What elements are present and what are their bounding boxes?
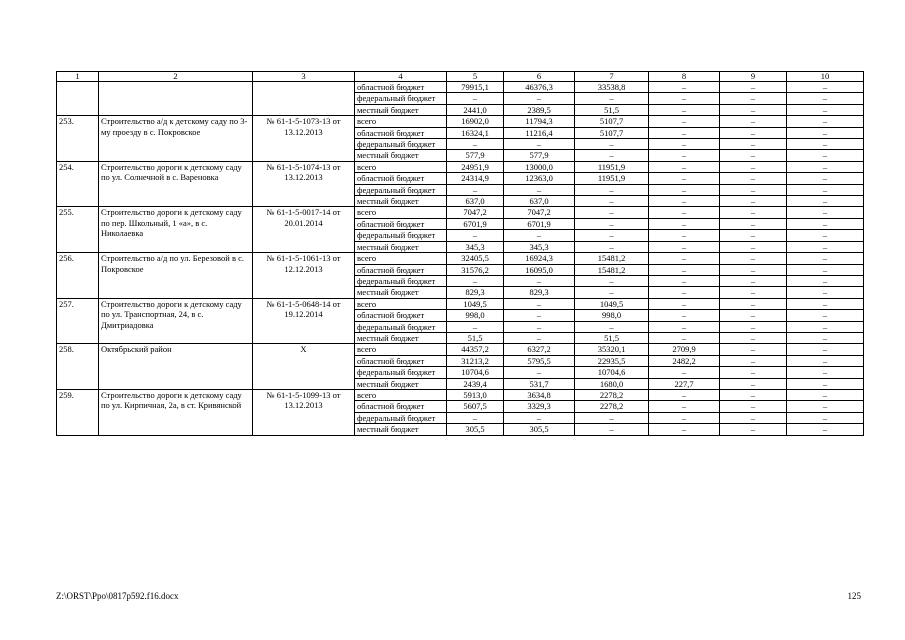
value-cell: 5607,5 [447,401,504,412]
value-cell: – [504,298,575,309]
value-cell: 15481,2 [575,264,649,275]
row-number: 256. [57,253,99,299]
value-cell: – [720,230,787,241]
value-cell: 35320,1 [575,344,649,355]
value-cell: – [447,93,504,104]
header-cell: 5 [447,72,504,82]
header-cell: 3 [253,72,355,82]
value-cell: – [575,287,649,298]
object-name: Строительство дороги к детскому саду по ул. Транспортная, 24, в с. Дмитриадовка [99,298,253,344]
value-cell: 11951,9 [575,173,649,184]
value-cell: 829,3 [447,287,504,298]
value-cell: – [787,196,864,207]
budget-source-label: местный бюджет [355,424,447,435]
budget-source-label: местный бюджет [355,104,447,115]
value-cell: – [649,253,720,264]
value-cell: 2439,4 [447,378,504,389]
budget-source-label: областной бюджет [355,355,447,366]
value-cell: – [720,298,787,309]
value-cell: – [720,367,787,378]
value-cell: 1049,5 [447,298,504,309]
budget-source-label: всего [355,344,447,355]
object-name-cell [99,82,253,116]
value-cell: – [575,424,649,435]
value-cell: – [787,321,864,332]
value-cell: 24314,9 [447,173,504,184]
value-cell: – [787,389,864,400]
object-name: Октябрьский район [99,344,253,390]
value-cell: – [787,310,864,321]
value-cell: 2482,2 [649,355,720,366]
value-cell: – [720,355,787,366]
budget-source-label: областной бюджет [355,401,447,412]
value-cell: – [787,127,864,138]
value-cell: – [575,230,649,241]
value-cell: – [649,161,720,172]
value-cell: – [720,196,787,207]
document-ref: Х [253,344,355,390]
value-cell: – [720,401,787,412]
value-cell: – [787,207,864,218]
value-cell: – [787,150,864,161]
value-cell: – [720,93,787,104]
header-row [57,72,864,82]
header-cell: 9 [720,72,787,82]
value-cell: – [787,298,864,309]
value-cell: 2441,0 [447,104,504,115]
value-cell: – [720,207,787,218]
value-cell: – [504,321,575,332]
value-cell: – [575,275,649,286]
value-cell: 998,0 [575,310,649,321]
value-cell: – [720,139,787,150]
value-cell: – [447,321,504,332]
value-cell: – [720,275,787,286]
value-cell: – [649,412,720,423]
value-cell: 637,0 [504,196,575,207]
budget-source-label: областной бюджет [355,82,447,93]
value-cell: – [720,253,787,264]
budget-source-label: областной бюджет [355,310,447,321]
value-cell: – [447,184,504,195]
value-cell: – [720,127,787,138]
header-cell: 1 [57,72,99,82]
value-cell: – [649,218,720,229]
value-cell: 6327,2 [504,344,575,355]
value-cell: – [787,139,864,150]
value-cell: 46376,3 [504,82,575,93]
value-cell: 32405,5 [447,253,504,264]
value-cell: – [787,378,864,389]
value-cell: 829,3 [504,287,575,298]
value-cell: – [649,104,720,115]
value-cell: 577,9 [504,150,575,161]
value-cell: – [720,116,787,127]
value-cell: – [575,184,649,195]
value-cell: – [787,287,864,298]
value-cell: – [720,150,787,161]
value-cell: – [787,332,864,343]
value-cell: – [720,424,787,435]
value-cell: – [504,184,575,195]
value-cell: 16902,0 [447,116,504,127]
budget-source-label: всего [355,389,447,400]
document-ref: № 61-1-5-1061-13 от 12.12.2013 [253,253,355,299]
value-cell: 11216,4 [504,127,575,138]
value-cell: – [575,218,649,229]
budget-source-label: всего [355,161,447,172]
value-cell: 3329,3 [504,401,575,412]
row-number: 259. [57,389,99,435]
value-cell: 2389,5 [504,104,575,115]
value-cell: 33538,8 [575,82,649,93]
value-cell: 2278,2 [575,401,649,412]
header-cell: 10 [787,72,864,82]
value-cell: 227,7 [649,378,720,389]
value-cell: 51,5 [575,104,649,115]
value-cell: – [575,412,649,423]
document-ref: № 61-1-5-1099-13 от 13.12.2013 [253,389,355,435]
table-row [57,82,864,93]
object-name: Строительство дороги к детскому саду по ул. Солнечной в с. Вареновка [99,161,253,207]
row-number: 254. [57,161,99,207]
value-cell: – [787,93,864,104]
value-cell: 1680,0 [575,378,649,389]
value-cell: – [504,412,575,423]
header-cell: 7 [575,72,649,82]
object-name: Строительство а/д по ул. Березовой в с. Покровское [99,253,253,299]
value-cell: – [504,310,575,321]
value-cell: 3634,8 [504,389,575,400]
budget-source-label: местный бюджет [355,332,447,343]
value-cell: – [787,116,864,127]
value-cell: 51,5 [575,332,649,343]
value-cell: – [504,139,575,150]
value-cell: – [649,93,720,104]
value-cell: 10704,6 [575,367,649,378]
value-cell: – [447,139,504,150]
value-cell: 7047,2 [447,207,504,218]
value-cell: – [649,207,720,218]
object-name: Строительство а/д к детскому саду по 3-му проезду в с. Покровское [99,116,253,162]
value-cell: 16924,3 [504,253,575,264]
budget-source-label: областной бюджет [355,173,447,184]
table-row [57,298,864,309]
value-cell: – [787,264,864,275]
value-cell: – [504,93,575,104]
table-row [57,161,864,172]
budget-source-label: всего [355,207,447,218]
value-cell: 15481,2 [575,253,649,264]
value-cell: – [720,218,787,229]
budget-source-label: федеральный бюджет [355,275,447,286]
value-cell: – [649,139,720,150]
value-cell: – [649,298,720,309]
budget-source-label: всего [355,253,447,264]
budget-source-label: федеральный бюджет [355,93,447,104]
value-cell: – [649,184,720,195]
value-cell: – [649,321,720,332]
value-cell: – [720,287,787,298]
value-cell: – [787,82,864,93]
value-cell: 24951,9 [447,161,504,172]
document-ref: № 61-1-5-1074-13 от 13.12.2013 [253,161,355,207]
value-cell: – [720,389,787,400]
budget-source-label: местный бюджет [355,241,447,252]
value-cell: – [720,104,787,115]
header-cell: 4 [355,72,447,82]
value-cell: – [649,127,720,138]
value-cell: – [787,218,864,229]
value-cell: – [649,264,720,275]
value-cell: 44357,2 [447,344,504,355]
value-cell: 16095,0 [504,264,575,275]
value-cell: – [787,161,864,172]
row-number: 253. [57,116,99,162]
value-cell: – [575,93,649,104]
value-cell: – [504,367,575,378]
value-cell: – [649,241,720,252]
value-cell: – [787,230,864,241]
value-cell: – [575,196,649,207]
value-cell: – [649,310,720,321]
file-path: Z:\ORST\Ppo\0817p592.f16.docx [56,591,179,601]
num-cell [57,82,99,116]
budget-source-label: федеральный бюджет [355,184,447,195]
value-cell: – [787,424,864,435]
value-cell: 531,7 [504,378,575,389]
row-number: 255. [57,207,99,253]
header-cell: 8 [649,72,720,82]
budget-source-label: всего [355,116,447,127]
value-cell: 6701,9 [504,218,575,229]
value-cell: – [720,332,787,343]
value-cell: 51,5 [447,332,504,343]
value-cell: 305,5 [447,424,504,435]
value-cell: – [649,287,720,298]
value-cell: 305,5 [504,424,575,435]
value-cell: – [720,321,787,332]
value-cell: – [787,173,864,184]
value-cell: 12363,0 [504,173,575,184]
budget-source-label: областной бюджет [355,264,447,275]
value-cell: – [649,173,720,184]
table-row [57,389,864,400]
value-cell: – [720,161,787,172]
document-ref: № 61-1-5-1073-13 от 13.12.2013 [253,116,355,162]
budget-source-label: местный бюджет [355,150,447,161]
budget-source-label: местный бюджет [355,287,447,298]
budget-source-label: федеральный бюджет [355,139,447,150]
value-cell: – [787,412,864,423]
value-cell: 577,9 [447,150,504,161]
value-cell: 1049,5 [575,298,649,309]
budget-source-label: местный бюджет [355,378,447,389]
table-row [57,116,864,127]
value-cell: – [787,253,864,264]
row-number: 257. [57,298,99,344]
value-cell: 5913,0 [447,389,504,400]
value-cell: 998,0 [447,310,504,321]
value-cell: – [649,367,720,378]
value-cell: – [787,344,864,355]
value-cell: – [720,184,787,195]
value-cell: 11794,3 [504,116,575,127]
value-cell: 5107,7 [575,127,649,138]
document-ref: № 61-1-5-0648-14 от 19.12.2014 [253,298,355,344]
value-cell: – [575,139,649,150]
value-cell: – [649,116,720,127]
value-cell: – [649,424,720,435]
value-cell: – [787,355,864,366]
value-cell: – [504,275,575,286]
value-cell: – [720,241,787,252]
budget-source-label: областной бюджет [355,127,447,138]
value-cell: 31213,2 [447,355,504,366]
value-cell: – [649,82,720,93]
budget-source-label: всего [355,298,447,309]
value-cell: – [575,241,649,252]
value-cell: – [787,367,864,378]
value-cell: – [575,150,649,161]
value-cell: 637,0 [447,196,504,207]
value-cell: 16324,1 [447,127,504,138]
budget-source-label: федеральный бюджет [355,412,447,423]
value-cell: 22935,5 [575,355,649,366]
value-cell: – [649,401,720,412]
value-cell: – [787,104,864,115]
value-cell: 2278,2 [575,389,649,400]
value-cell: – [649,389,720,400]
value-cell: 345,3 [447,241,504,252]
value-cell: – [649,332,720,343]
value-cell: – [720,173,787,184]
value-cell: – [649,230,720,241]
document-cell [253,82,355,116]
value-cell: – [720,310,787,321]
value-cell: 345,3 [504,241,575,252]
value-cell: – [575,207,649,218]
value-cell: – [787,241,864,252]
page-number: 125 [847,591,861,601]
value-cell: 2709,9 [649,344,720,355]
value-cell: 31576,2 [447,264,504,275]
value-cell: 13000,0 [504,161,575,172]
object-name: Строительство дороги к детскому саду по ул. Кирпичная, 2а, в ст. Кривянской [99,389,253,435]
budget-table [56,71,864,436]
table-row [57,344,864,355]
value-cell: – [720,412,787,423]
value-cell: – [504,332,575,343]
budget-source-label: областной бюджет [355,218,447,229]
value-cell: – [447,230,504,241]
budget-source-label: местный бюджет [355,196,447,207]
value-cell: – [649,196,720,207]
table-row [57,207,864,218]
object-name: Строительство дороги к детскому саду по пер. Школьный, 1 «а», в с. Николаевка [99,207,253,253]
header-cell: 2 [99,72,253,82]
budget-source-label: федеральный бюджет [355,321,447,332]
value-cell: 6701,9 [447,218,504,229]
value-cell: 79915,1 [447,82,504,93]
value-cell: – [649,275,720,286]
value-cell: – [575,321,649,332]
row-number: 258. [57,344,99,390]
header-cell: 6 [504,72,575,82]
value-cell: – [504,230,575,241]
value-cell: – [720,82,787,93]
value-cell: – [447,275,504,286]
value-cell: – [720,344,787,355]
value-cell: – [787,401,864,412]
value-cell: – [447,412,504,423]
budget-source-label: федеральный бюджет [355,367,447,378]
budget-source-label: федеральный бюджет [355,230,447,241]
value-cell: 10704,6 [447,367,504,378]
value-cell: – [720,264,787,275]
value-cell: 5107,7 [575,116,649,127]
value-cell: – [787,275,864,286]
value-cell: – [649,150,720,161]
value-cell: 5795,5 [504,355,575,366]
value-cell: 7047,2 [504,207,575,218]
table-row [57,253,864,264]
value-cell: – [787,184,864,195]
value-cell: 11951,9 [575,161,649,172]
document-ref: № 61-1-5-0017-14 от 20.01.2014 [253,207,355,253]
value-cell: – [720,378,787,389]
